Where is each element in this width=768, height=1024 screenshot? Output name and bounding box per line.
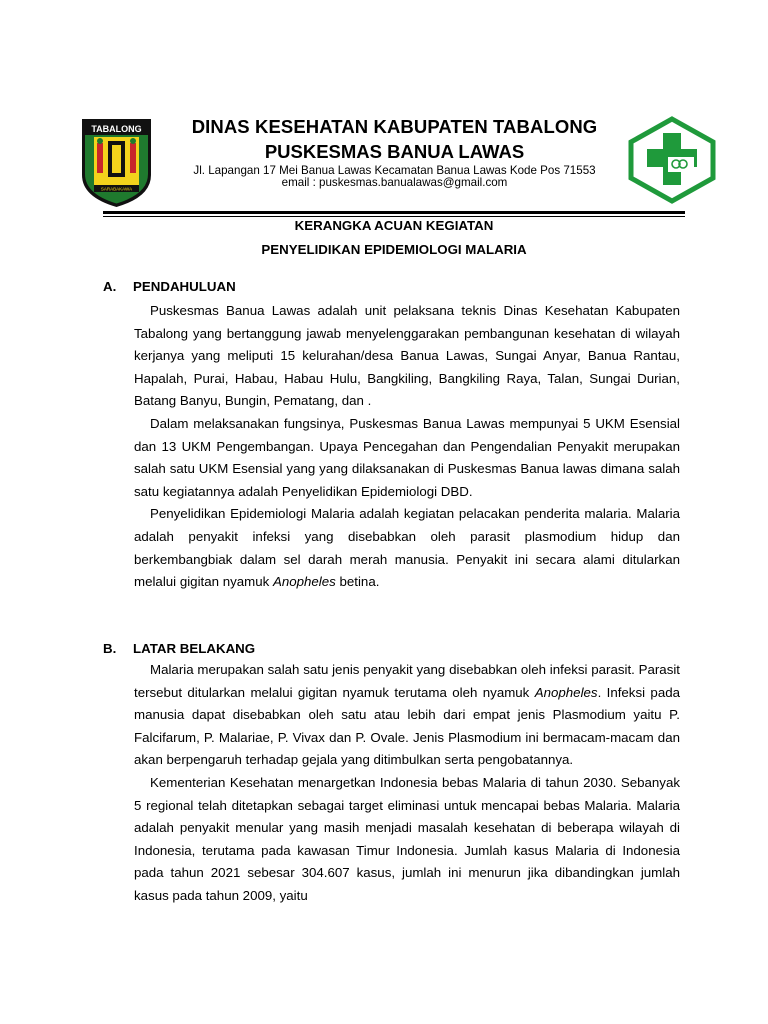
section-a-letter: A. — [103, 279, 117, 294]
section-a-heading — [103, 279, 236, 294]
puskesmas-logo — [628, 116, 716, 204]
section-b-heading — [103, 641, 255, 656]
emblem-label: TABALONG — [91, 124, 142, 134]
section-a-body — [134, 300, 680, 594]
emblem-caption: SARABAKAWA — [100, 186, 133, 192]
address-line: Jl. Lapangan 17 Mei Banua Lawas Kecamatan Banua Lawas Kode Pos 71553 — [193, 164, 596, 177]
email-line: email : puskesmas.banualawas@gmail.com — [281, 176, 508, 189]
header-divider-thick — [103, 211, 685, 214]
section-b-paragraph-1: Malaria merupakan salah satu jenis penyakit yang disebabkan oleh infeksi parasit. Parasit tersebut ditularkan melalui gigitan nyamuk terutama oleh nyamuk Anopheles. Infeksi pada manusia dapat disebabkan oleh satu atau lebih dari empat jenis Plasmodium yaitu P. Falcifarum, P. Malariae, P. Vivax dan P. Ovale. Jenis Plasmodium ini bermacam-macam dan akan berpengaruh terhadap gejala yang ditimbulkan serta pengobatannya. — [134, 662, 681, 768]
document-title: KERANGKA ACUAN KEGIATAN — [294, 218, 494, 233]
header-divider-thin — [103, 216, 685, 217]
section-a-paragraph-2: Dalam melaksanakan fungsinya, Puskesmas Banua Lawas mempunyai 5 UKM Esensial dan 13 UKM Pengembangan. Upaya Pencegahan dan Pengendalian Penyakit merupakan salah satu UKM Esensial yang yang dilaksanakan di Puskesmas Banua lawas dimana salah satu kegiatannya adalah Penyelidikan Epidemiologi DBD. — [134, 415, 680, 499]
puskesmas-title: PUSKESMAS BANUA LAWAS — [264, 141, 525, 162]
section-b-paragraph-2: Kementerian Kesehatan menargetkan Indonesia bebas Malaria di tahun 2030. Sebanyak 5 regional telah ditetapkan sebagai target eliminasi untuk mencapai bebas Malaria. Malaria adalah penyakit menular yang masih menjadi masalah kesehatan di beberapa wilayah di Indonesia, terutama pada kawasan Timur Indonesia. Jumlah kasus Malaria di Indonesia pada tahun 2021 sebesar 304.607 kasus, jumlah ini menurun jika dibandingkan jumlah kasus pada tahun 2009, yaitu — [134, 774, 680, 903]
species-name: Anopheles — [272, 574, 336, 590]
section-b-letter: B. — [103, 641, 117, 656]
section-b-title: LATAR BELAKANG — [133, 641, 256, 656]
tabalong-emblem-logo — [80, 117, 153, 209]
species-name: Anopheles — [534, 684, 598, 700]
section-b-body — [134, 659, 680, 908]
section-a-paragraph-1: Puskesmas Banua Lawas adalah unit pelaksana teknis Dinas Kesehatan Kabupaten Tabalong yang bertanggung jawab menyelenggarakan pembangunan kesehatan di wilayah kerjanya yang meliputi 15 kelurahan/desa Banua Lawas, Sungai Anyar, Banua Rantau, Hapalah, Purai, Habau, Habau Hulu, Bangkiling, Bangkiling Raya, Talan, Sungai Durian, Batang Banyu, Bungin, Pematang, dan . — [134, 303, 680, 409]
section-a-paragraph-3: Penyelidikan Epidemiologi Malaria adalah kegiatan pelacakan penderita malaria. Malaria adalah penyakit infeksi yang disebabkan oleh parasit plasmodium hidup dan berkembangbiak dalam sel darah merah manusia. Penyakit ini secara alami ditularkan melalui gigitan nyamuk Anopheles betina. — [134, 506, 680, 590]
agency-title: DINAS KESEHATAN KABUPATEN TABALONG — [191, 116, 598, 137]
section-a-title: PENDAHULUAN — [133, 279, 236, 294]
document-subtitle: PENYELIDIKAN EPIDEMIOLOGI MALARIA — [261, 242, 527, 257]
